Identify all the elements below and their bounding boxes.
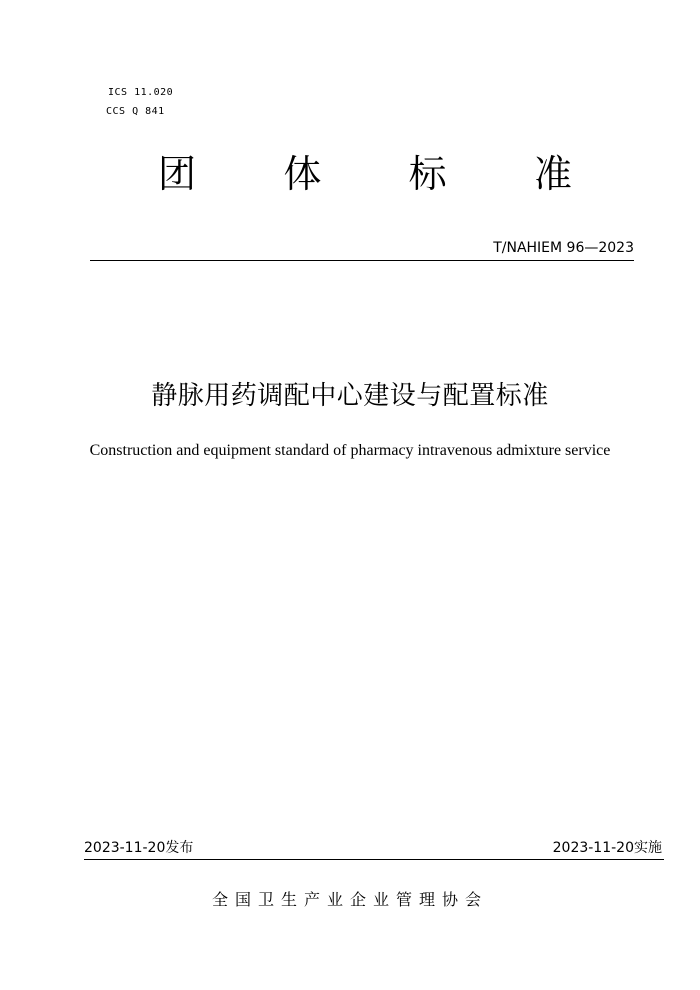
heading-char-2: 体 [283,152,322,196]
publisher-name: 全国卫生产业企业管理协会 [211,890,488,909]
heading-char-3: 标 [408,152,447,196]
ics-code: ICS 11.020 [108,87,174,98]
heading-char-4: 准 [533,152,572,196]
standard-number: T/NAHIEM 96—2023 [493,240,634,256]
bottom-divider [84,859,664,860]
ccs-code: CCS Q 841 [106,106,165,117]
english-title: Construction and equipment standard of pharmacy intravenous admixture service [89,442,611,459]
document-type-heading [150,148,580,200]
issue-date: 2023-11-20发布 [84,840,194,856]
chinese-title: 静脉用药调配中心建设与配置标准 [151,381,549,411]
top-divider [90,260,634,261]
heading-char-1: 团 [157,152,196,196]
implementation-date: 2023-11-20实施 [552,840,662,856]
